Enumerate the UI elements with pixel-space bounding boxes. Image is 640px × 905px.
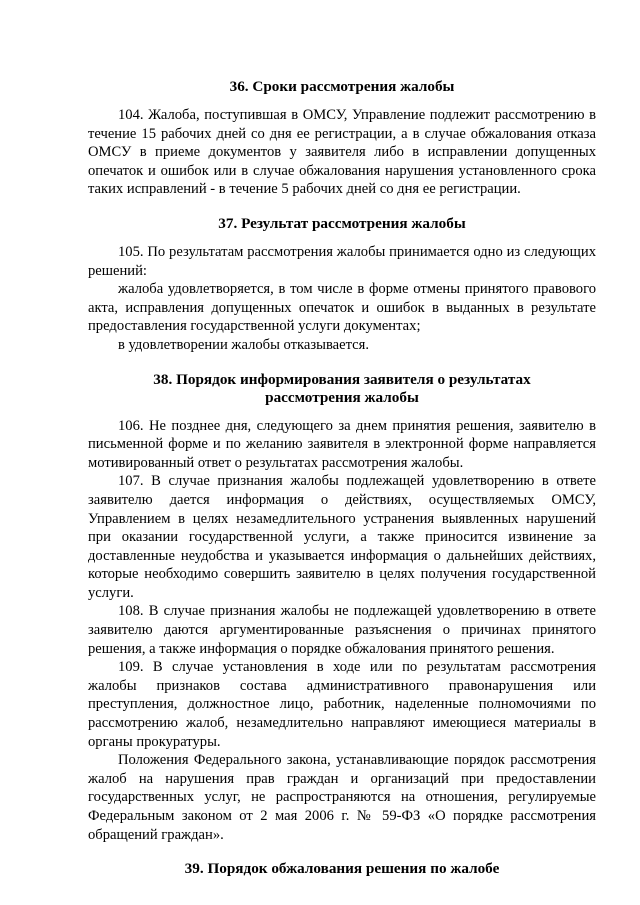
paragraph-105: 105. По результатам рассмотрения жалобы принимается одно из следующих решений: — [88, 243, 596, 279]
section-heading: 36. Сроки рассмотрения жалобы — [229, 78, 455, 95]
paragraph-104: 104. Жалоба, поступившая в ОМСУ, Управление подлежит рассмотрению в течение 15 рабочих дней со дня ее регистрации, а в случае обжалования отказа ОМСУ в приеме документов у заявителя либо в исправлении допущенных опечаток и ошибок или в случае обжалования нарушения установленного срока таких исправлений - в течение 5 рабочих дней со дня ее регистрации. — [88, 107, 596, 198]
section-39 — [88, 860, 596, 878]
section-37 — [88, 215, 596, 355]
paragraph-109: 109. В случае установления в ходе или по результатам рассмотрения жалобы признаков состава административного правонарушения или преступления, должностное лицо, работник, наделенные полномочиями по рассмотрению жалоб, незамедлительно направляют имеющиеся материалы в органы прокуратуры. — [88, 659, 596, 750]
paragraph-federal-law: Положения Федерального закона, устанавливающие порядок рассмотрения жалоб на нарушения прав граждан и организаций при предоставлении государственных услуг, не распространяются на отношения, регулируемые Федеральным законом от 2 мая 2006 г. № 59-ФЗ «О порядке рассмотрения обращений граждан». — [88, 752, 596, 843]
section-heading: 39. Порядок обжалования решения по жалобе — [184, 860, 500, 878]
section-heading-line-2: рассмотрения жалобы — [265, 388, 419, 406]
paragraph-107: 107. В случае признания жалобы подлежащей удовлетворению в ответе заявителю дается информация о действиях, осуществляемых ОМСУ, Управлением в целях незамедлительного устранения выявленных нарушений при оказании государственной услуги, а также приносится извинение за доставленные неудобства и указывается информация о дальнейших действиях, которые необходимо совершить заявителю в целях получения государственной услуги. — [88, 473, 596, 601]
paragraph-105-option-2: в удовлетворении жалобы отказывается. — [118, 336, 370, 353]
paragraph-105-option-1: жалоба удовлетворяется, в том числе в форме отмены принятого правового акта, исправления допущенных опечаток и ошибок в выданных в результате предоставления государственной услуги документах; — [88, 281, 596, 335]
section-heading: 38. Порядок информирования заявителя о результатах — [153, 370, 531, 388]
document-page — [88, 78, 596, 878]
section-36 — [88, 78, 596, 199]
section-38 — [88, 371, 596, 845]
paragraph-106: 106. Не позднее дня, следующего за днем принятия решения, заявителю в письменной форме и по желанию заявителя в электронной форме направляется мотивированный ответ о результатах рассмотрения жалобы. — [88, 417, 596, 471]
section-heading: 37. Результат рассмотрения жалобы — [218, 214, 466, 232]
paragraph-108: 108. В случае признания жалобы не подлежащей удовлетворению в ответе заявителю даются аргументированные разъяснения о причинах принятого решения, а также информация о порядке обжалования принятого решения. — [88, 603, 596, 657]
